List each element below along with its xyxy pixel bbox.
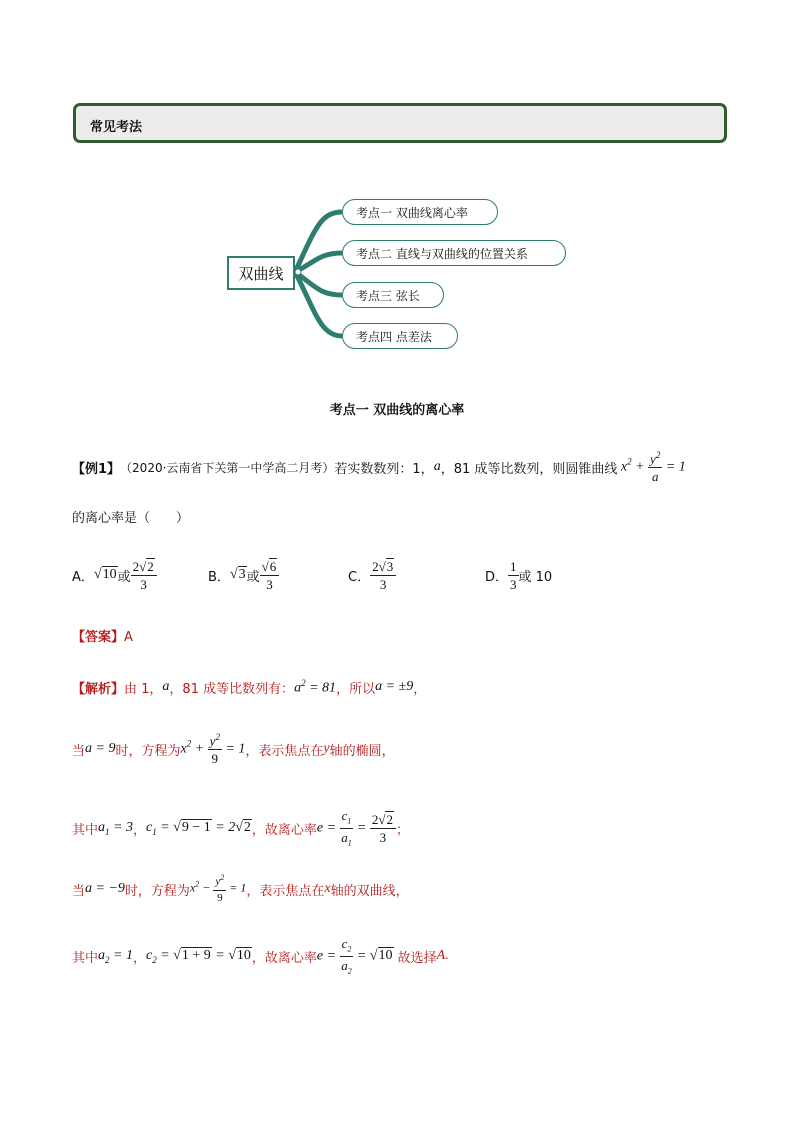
analysis-line-3: 其中 $a_1 = 3$ ， $c_1 = √9 - 1 = 2√2$ ，故离心率 e = $\frac{c_1}{a_1}$ = $\frac{2√2}{3}$ ； bbox=[72, 807, 409, 848]
mindmap-root: 双曲线 bbox=[227, 256, 295, 290]
analysis-l3-c1: $c_1 = √9 - 1 = 2√2$ bbox=[145, 819, 251, 837]
option-d-tail: 或 10 bbox=[518, 569, 553, 585]
answer-tag: 【答案】 bbox=[72, 630, 125, 645]
analysis-l2-eq: $x^2$ + $\frac{y^2}{9}$ = 1 bbox=[180, 731, 246, 767]
section-title: 考点一 双曲线的离心率 bbox=[329, 403, 465, 418]
example-line-1 bbox=[72, 450, 686, 484]
analysis-l4-cond: a = −9 bbox=[85, 881, 125, 896]
analysis-var-a: a bbox=[162, 679, 170, 694]
analysis-l1-text3: ，所以 bbox=[336, 681, 376, 697]
analysis-line-2 bbox=[72, 731, 395, 767]
option-a-math-1: √10 bbox=[93, 567, 117, 582]
analysis-eq-a2: $a^2 = 81$ bbox=[294, 677, 337, 696]
analysis-l5-a2: $a_2 = 1$ bbox=[98, 947, 133, 965]
example-source: （2020·云南省下关第一中学高二月考） bbox=[120, 460, 335, 475]
mindmap-branch-3: 考点三 弦长 bbox=[342, 282, 444, 308]
option-c-label: C． bbox=[348, 569, 371, 585]
option-b-math-1: √3 bbox=[229, 567, 246, 582]
analysis-l5-pre: 其中 bbox=[72, 950, 99, 966]
conic-equation: $x^2$ + $\frac{y^2}{a}$ = 1 bbox=[617, 449, 686, 485]
analysis-l4-mid: 时，方程为 bbox=[124, 883, 190, 899]
analysis-l2-cond: a = 9 bbox=[85, 741, 116, 756]
analysis-l2-end: 轴的椭圆， bbox=[329, 743, 395, 759]
analysis-l2-axis: y bbox=[323, 741, 330, 756]
analysis-l2-mid: 时，方程为 bbox=[115, 743, 181, 759]
answer-line bbox=[72, 626, 133, 645]
analysis-l3-e: e = $\frac{c_1}{a_1}$ = $\frac{2√2}{3}$ bbox=[317, 809, 396, 847]
option-b-mid: 或 bbox=[246, 569, 260, 585]
analysis-l4-eq: $x^2$ − $\frac{y^2}{9}$ = 1 bbox=[189, 873, 247, 904]
analysis-eq-a: a = ±9 bbox=[375, 679, 414, 694]
option-c-math: $\frac{2√3}{3}$ bbox=[370, 560, 396, 591]
analysis-l1-text: 由 1， bbox=[124, 681, 163, 697]
mindmap-branch-2: 考点二 直线与双曲线的位置关系 bbox=[342, 240, 566, 266]
option-b-math-2: $\frac{√6}{3}$ bbox=[260, 560, 280, 591]
analysis-l2-post: ，表示焦点在 bbox=[245, 743, 324, 759]
analysis-l4-post: ，表示焦点在 bbox=[246, 883, 325, 899]
option-d bbox=[485, 556, 552, 594]
option-a-label: A． bbox=[72, 569, 94, 585]
answer-value: A bbox=[124, 630, 133, 645]
analysis-l3-pre: 其中 bbox=[72, 822, 99, 838]
analysis-l4-pre: 当 bbox=[72, 883, 86, 899]
analysis-l3-a1: $a_1 = 3$ bbox=[98, 819, 133, 837]
analysis-l2-pre: 当 bbox=[72, 743, 86, 759]
section-banner bbox=[73, 103, 727, 143]
analysis-l4-axis: x bbox=[324, 881, 331, 896]
example-line-2: 的离心率是（ ） bbox=[72, 511, 190, 526]
option-a-mid: 或 bbox=[117, 569, 131, 585]
analysis-l5-mid: ，故离心率 bbox=[251, 950, 317, 966]
option-b bbox=[208, 556, 279, 594]
analysis-line-1: 【解析】 由 1， a ，81 成等比数列有： $a^2 = 81$ ，所以 a = ±9 ， bbox=[72, 677, 427, 697]
mindmap-branch-1: 考点一 双曲线离心率 bbox=[342, 199, 498, 225]
option-b-label: B． bbox=[208, 569, 230, 585]
option-d-math: $\frac{1}{3}$ bbox=[510, 558, 517, 592]
example-var-a: a bbox=[433, 459, 441, 474]
mindmap-branch-4: 考点四 点差法 bbox=[342, 323, 458, 349]
option-d-label: D． bbox=[485, 569, 509, 585]
analysis-line-4 bbox=[72, 871, 409, 907]
analysis-line-5: 其中 $a_2 = 1$ ， $c_2 = √1 + 9 = √10$ ，故离心率 e = $\frac{c_2}{a_2}$ = √10 故选择 A. bbox=[72, 935, 449, 976]
banner-title: 常见考法 bbox=[90, 120, 143, 135]
option-c bbox=[348, 556, 396, 594]
analysis-tag: 【解析】 bbox=[72, 681, 125, 697]
analysis-l5-e: e = $\frac{c_2}{a_2}$ = √10 bbox=[316, 935, 393, 976]
option-a-math-2: $\frac{2√2}{3}$ bbox=[131, 560, 157, 591]
analysis-l5-choice: A. bbox=[436, 948, 449, 963]
analysis-l4-end: 轴的双曲线， bbox=[330, 883, 409, 899]
example-text-a: 若实数数列：1， bbox=[334, 461, 434, 477]
analysis-l3-mid: ，故离心率 bbox=[251, 822, 317, 838]
option-a bbox=[72, 556, 157, 594]
analysis-l5-end: 故选择 bbox=[397, 950, 437, 966]
example-tag: 【例1】 bbox=[72, 461, 121, 477]
analysis-l5-c2: $c_2 = √1 + 9 = √10$ bbox=[145, 947, 251, 965]
analysis-l1-text2: ，81 成等比数列有： bbox=[169, 681, 295, 697]
example-text-b: ，81 成等比数列，则圆锥曲线 bbox=[440, 461, 618, 477]
